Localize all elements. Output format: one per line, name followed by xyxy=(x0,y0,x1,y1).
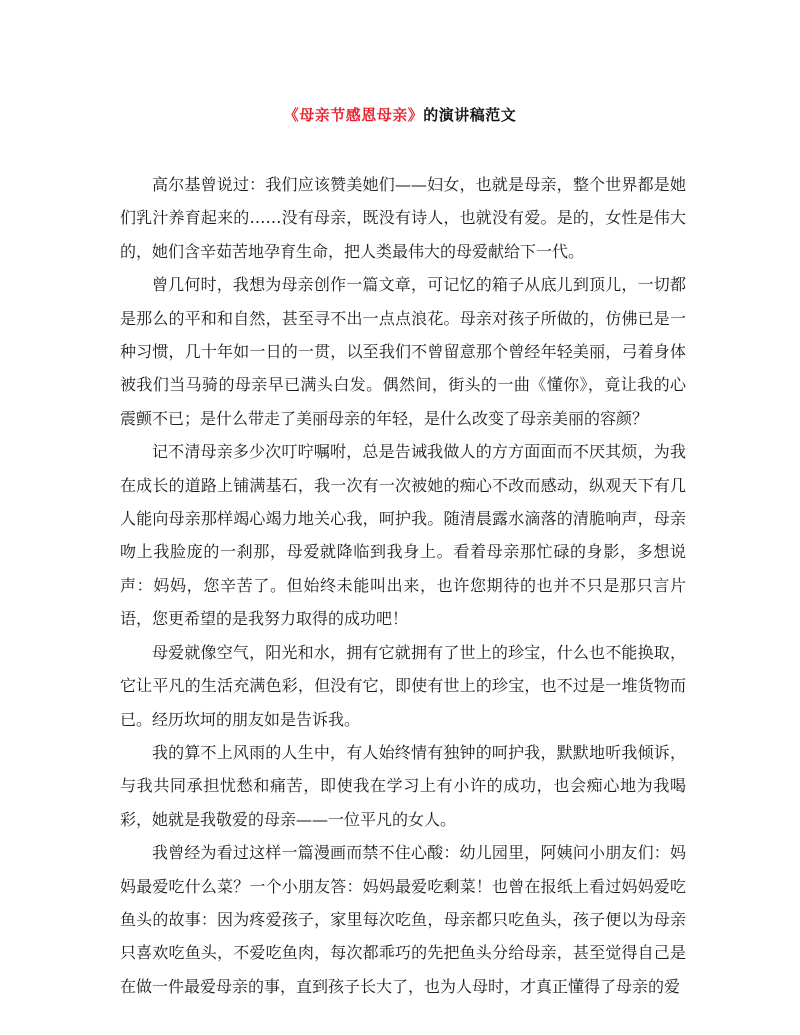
paragraph-4: 母爱就像空气，阳光和水，拥有它就拥有了世上的珍宝，什么也不能换取，它让平凡的生活充满色彩，但没有它，即使有世上的珍宝，也不过是一堆货物而已。经历坎坷的朋友如是告诉我。 xyxy=(120,642,686,729)
paragraph-1: 高尔基曾说过：我们应该赞美她们——妇女，也就是母亲，整个世界都是她们乳汁养育起来的……没有母亲，既没有诗人，也就没有爱。是的，女性是伟大的，她们含辛茹苦地孕育生命，把人类最伟大的母爱献给下一代。 xyxy=(120,175,686,261)
document-body xyxy=(120,168,686,1003)
paragraph-6: 我曾经为看过这样一篇漫画而禁不住心酸：幼儿园里，阿姨问小朋友们：妈妈最爱吃什么菜？一个小朋友答：妈妈最爱吃剩菜！也曾在报纸上看过妈妈爱吃鱼头的故事：因为疼爱孩子，家里每次吃鱼，母亲都只吃鱼头，孩子便以为母亲只喜欢吃鱼头，不爱吃鱼肉，每次都乖巧的先把鱼头分给母亲，甚至觉得自己是在做一件最爱母亲的事，直到孩子长大了，也为人母时，才真正懂得了母亲的爱 xyxy=(120,843,686,996)
document-title-suffix: 的演讲稿范文 xyxy=(423,106,517,124)
document-title-highlight: 《母亲节感恩母亲》 xyxy=(283,106,424,124)
paragraph-5: 我的算不上风雨的人生中，有人始终情有独钟的呵护我，默默地听我倾诉，与我共同承担忧愁和痛苦，即使我在学习上有小许的成功，也会痴心地为我喝彩，她就是我敬爱的母亲——一位平凡的女人。 xyxy=(120,742,686,829)
paragraph-2: 曾几何时，我想为母亲创作一篇文章，可记忆的箱子从底儿到顶儿，一切都是那么的平和和自然，甚至寻不出一点点浪花。母亲对孩子所做的，仿佛已是一种习惯，几十年如一日的一贯，以至我们不曾留意那个曾经年轻美丽，弓着身体被我们当马骑的母亲早已满头白发。偶然间，街头的一曲《懂你》，竟让我的心震颤不已；是什么带走了美丽母亲的年轻，是什么改变了母亲美丽的容颜？ xyxy=(120,275,686,428)
document-title xyxy=(0,104,800,125)
paragraph-3: 记不清母亲多少次叮咛嘱咐，总是告诫我做人的方方面面而不厌其烦，为我在成长的道路上铺满基石，我一次有一次被她的痴心不改而感动，纵观天下有几人能向母亲那样竭心竭力地关心我，呵护我。随清晨露水滴落的清脆响声，母亲吻上我脸庞的一刹那，母爱就降临到我身上。看着母亲那忙碌的身影，多想说声：妈妈，您辛苦了。但始终未能叫出来，也许您期待的也并不只是那只言片语，您更希望的是我努力取得的成功吧！ xyxy=(120,442,686,629)
